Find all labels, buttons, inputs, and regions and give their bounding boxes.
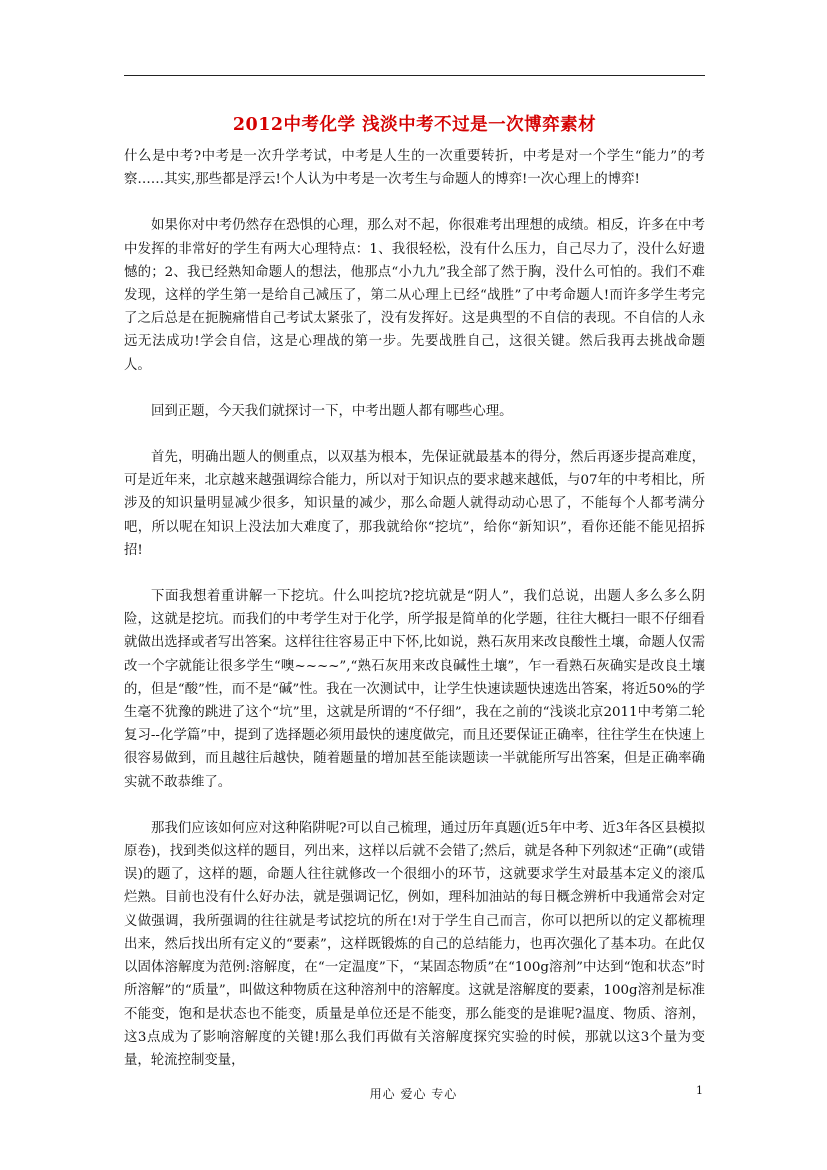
document-body [124,145,705,1072]
paragraph-topic: 回到正题，今天我们就探讨一下，中考出题人都有哪些心理。 [151,403,513,419]
paragraph-focus: 首先，明确出题人的侧重点，以双基为根本，先保证就最基本的得分，然后再逐步提高难度，可是近年来，北京越来越强调综合能力，所以对于知识点的要求越来越低，与07年的中考相比，所涉及的知识量明显减少很多，知识量的减少，那么命题人就得动动心思了，不能每个人都考满分吧，所以呢在知识上没法加大难度了，那我就给你“挖坑”，给你“新知识”，看你还能不能见招拆招! [124,450,705,558]
footer-motto: 用心 爱心 专心 [369,1087,458,1101]
paragraph-traps: 下面我想着重讲解一下挖坑。什么叫挖坑?挖坑就是“阴人”，我们总说，出题人多么多么阴险，这就是挖坑。而我们的中考学生对于化学，所学报是简单的化学题，往往大概扫一眼不仔细看就做出选择或者写出答案。这样往往容易正中下怀,比如说，熟石灰用来改良酸性土壤，命题人仅需改一个字就能让很多学生“噢~~~~”,“熟石灰用来改良碱性土壤”，乍一看熟石灰确实是改良土壤的，但是“酸”性，而不是“碱”性。我在一次测试中，让学生快速读题快速选出答案，将近50%的学生毫不犹豫的跳进了这个“坑”里，这就是所谓的“不仔细”，我在之前的“浅谈北京2011中考第二轮复习--化学篇”中，提到了选择题必须用最快的速度做完，而且还要保证正确率，往往学生在快速上很容易做到，而且越往后越快，随着题量的增加甚至能读题读一半就能所写出答案，但是正确率确实就不敢恭维了。 [124,589,705,790]
document-title: 2012中考化学 浅淡中考不过是一次博弈素材 [232,115,597,135]
page-number: 1 [696,1084,703,1097]
header-rule [124,75,705,76]
paragraph-strategy: 那我们应该如何应对这种陷阱呢?可以自己梳理，通过历年真题(近5年中考、近3年各区县模拟原卷)，找到类似这样的题目，列出来，这样以后就不会错了;然后，就是各种下列叙述“正确”(或错误)的题了，这样的题，命题人往往就修改一个很细小的环节，这就要求学生对最基本定义的滚瓜烂熟。目前也没有什么好办法，就是强调记忆，例如，理科加油站的每日概念辨析中我通常会对定义做强调，我所强调的往往就是考试挖坑的所在!对于学生自己而言，你可以把所以的定义都梳理出来，然后找出所有定义的“要素”，这样既锻炼的自己的总结能力，也再次强化了基本功。在此仅以固体溶解度为范例:溶解度，在“一定温度”下，“某固态物质”在“100g溶剂”中达到“饱和状态”时所溶解”的“质量”，叫做这种物质在这种溶剂中的溶解度。这就是溶解度的要素，100g溶剂是标准不能变，饱和是状态也不能变，质量是单位还是不能变，那么能变的是谁呢?温度、物质、溶剂，这3点成为了影响溶解度的关键!那么我们再做有关溶解度探究实验的时候，那就以这3个量为变量，轮流控制变量， [124,820,705,1068]
paragraph-psychology: 如果你对中考仍然存在恐惧的心理，那么对不起，你很难考出理想的成绩。相反，许多在中考中发挥的非常好的学生有两大心理特点：1、我很轻松，没有什么压力，自己尽力了，没什么好遗憾的；2、我已经熟知命题人的想法，他那点“小九九”我全部了然于胸，没什么可怕的。我们不难发现，这样的学生第一是给自己减压了，第二从心理上已经“战胜”了中考命题人!而许多学生考完了之后总是在扼腕痛惜自己考试太紧张了，没有发挥好。这是典型的不自信的表现。不自信的人永远无法成功!学会自信，这是心理战的第一步。先要战胜自己，这很关键。然后我再去挑战命题人。 [124,218,705,373]
paragraph-intro: 什么是中考?中考是一次升学考试，中考是人生的一次重要转折，中考是对一个学生“能力”的考察……其实,那些都是浮云!个人认为中考是一次考生与命题人的博弈!一次心理上的博弈! [124,149,705,188]
